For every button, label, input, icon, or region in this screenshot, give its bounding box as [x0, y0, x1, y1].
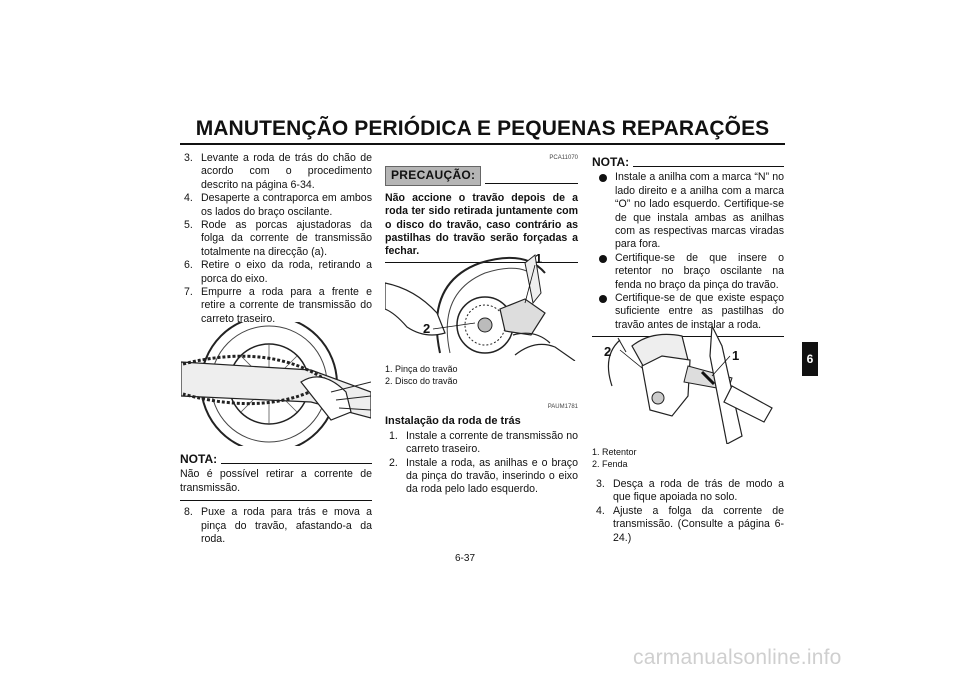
- bullet-2: Certifique-se de que insere o retentor no braço oscilante na fenda no braço da pinça do travão.: [592, 252, 784, 292]
- page-title: MANUTENÇÃO PERIÓDICA E PEQUENAS REPARAÇÕES: [195, 117, 770, 140]
- step-4: 4. Desaperte a contraporca em ambos os lados do braço oscilante.: [184, 192, 372, 218]
- reference-code-2: PAUM1781: [547, 404, 578, 410]
- caution-label: PRECAUÇÃO:: [385, 166, 481, 185]
- step-5: 5. Rode as porcas ajustadoras da folga da corrente de transmissão totalmente na direcção (a).: [184, 219, 372, 258]
- right-lower: [592, 447, 784, 545]
- caution-text: Não accione o travão depois de a roda ter sido retirada juntamente com o disco do travão, caso contrário as pastilhas do travão serão forçadas a fechar.: [385, 191, 578, 258]
- watermark: carmanualsonline.info: [633, 646, 842, 669]
- note-text: Não é possível retirar a corrente de transmissão.: [180, 468, 372, 494]
- note-rule: [180, 500, 372, 501]
- step-6: 6. Retire o eixo da roda, retirando a porca do eixo.: [184, 259, 372, 285]
- section-title: Instalação da roda de trás: [385, 415, 521, 428]
- callout-1: 1: [535, 251, 543, 266]
- note-heading: NOTA:: [180, 453, 372, 466]
- install-step-4: 4. Ajuste a folga da corrente de transmissão. (Consulte a página 6-24.): [596, 504, 784, 544]
- install-step-1: 1. Instale a corrente de transmissão no carreto traseiro.: [389, 429, 578, 456]
- page-number: 6-37: [455, 553, 476, 564]
- right-callout-1: 1: [732, 348, 740, 363]
- chapter-tab: 6: [802, 342, 818, 376]
- step-7: 7. Empurre a roda para a frente e retire a corrente de transmissão do carreto traseiro.: [184, 286, 372, 325]
- left-column: [180, 152, 372, 326]
- left-note: [180, 453, 372, 546]
- right-caption-2: 2. Fenda: [592, 458, 628, 469]
- chain-removal-illustration: [181, 322, 371, 446]
- title-rule: [180, 143, 785, 145]
- bullet-1: Instale a anilha com a marca “N” no lado direito e a anilha com a marca “O” no lado esquerdo. Certifique-se de que instala ambas as anilhas com as respectivas marcas viradas para fora.: [592, 171, 784, 251]
- step-8: 8. Puxe a roda para trás e mova a pinça do travão, afastando-a da roda.: [184, 506, 372, 546]
- right-callout-2: 2: [604, 344, 612, 359]
- right-note-heading: NOTA:: [592, 156, 784, 169]
- install-step-3: 3. Desça a roda de trás de modo a que fique apoiada no solo.: [596, 478, 784, 504]
- install-step-2: 2. Instale a roda, as anilhas e o braço da pinça do travão, inserindo o eixo da roda pelo lado esquerdo.: [389, 456, 578, 496]
- middle-lower: [385, 364, 578, 497]
- caution-heading: [385, 166, 578, 185]
- callout-2: 2: [423, 321, 431, 336]
- right-caption-1: 1. Retentor: [592, 447, 637, 457]
- brake-caliper-illustration: [385, 243, 578, 361]
- reference-code: PCA11070: [549, 155, 578, 161]
- caption-2: 2. Disco do travão: [385, 375, 458, 386]
- right-column: [592, 156, 784, 337]
- retainer-slot-illustration: [592, 326, 784, 444]
- caption-1: 1. Pinça do travão: [385, 364, 458, 374]
- bullet-3: Certifique-se de que existe espaço suficiente entre as pastilhas do travão antes de instalar a roda.: [592, 292, 784, 332]
- step-3: 3. Levante a roda de trás do chão de acordo com o procedimento descrito na página 6-34.: [184, 152, 372, 191]
